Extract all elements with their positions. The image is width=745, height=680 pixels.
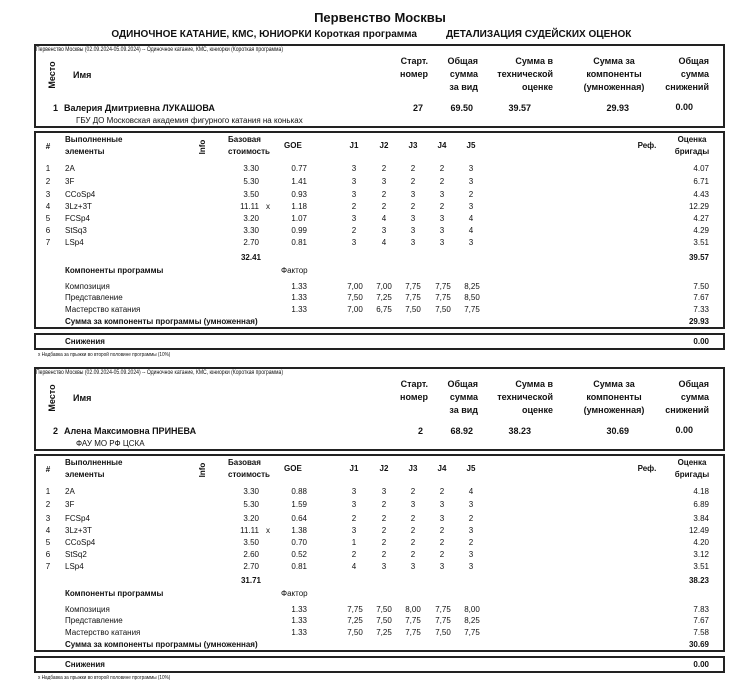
element-code: 2A — [65, 487, 75, 496]
judge-score-1: 3 — [351, 487, 357, 496]
base-value: 11.11 — [240, 202, 259, 211]
element-number: 4 — [45, 202, 51, 211]
element-number: 3 — [45, 514, 51, 523]
club-name: ГБУ ДО Московская академия фигурного катания на коньках — [76, 116, 303, 125]
judge-score-4: 2 — [439, 202, 445, 211]
component-factor: 1.33 — [291, 616, 307, 625]
deductions-total-header: сумма — [680, 392, 709, 402]
base-value: 3.30 — [243, 226, 259, 235]
judge-score-5: 3 — [468, 164, 474, 173]
judge-score-2: 4 — [381, 238, 387, 247]
program-components-title: Компоненты программы — [65, 589, 164, 598]
total-score-header: сумма — [449, 69, 478, 79]
element-number: 2 — [45, 177, 51, 186]
pcs-header: компоненты — [586, 69, 642, 79]
start-number-header: Старт. — [400, 56, 428, 66]
element-number: 1 — [45, 487, 51, 496]
event-line: Первенство Москвы (02.09.2024-05.09.2024) -- Одиночное катание, КМС, юниорки (Короткая программа) — [36, 46, 284, 53]
goe-value: 1.41 — [291, 177, 307, 186]
component-judge-score-3: 8,00 — [405, 605, 421, 614]
goe-value: 0.64 — [291, 514, 307, 523]
panel-score: 4.07 — [693, 164, 709, 173]
judge-score-1: 2 — [351, 202, 357, 211]
pcs-sum-value: 30.69 — [688, 640, 709, 649]
component-panel-score: 7.83 — [693, 605, 709, 614]
element-code: LSp4 — [65, 562, 84, 571]
component-judge-score-2: 7,00 — [376, 282, 392, 291]
panel-score: 3.12 — [693, 550, 709, 559]
executed-elements-header: Выполненные — [65, 135, 123, 144]
start-number: 2 — [417, 426, 423, 436]
total-deductions: 0.00 — [675, 102, 693, 112]
element-number: 2 — [45, 500, 51, 509]
total-score-header: за вид — [449, 82, 478, 92]
element-number-header: # — [45, 142, 51, 151]
element-number: 7 — [45, 238, 51, 247]
judge-score-4: 2 — [439, 526, 445, 535]
element-code: 2A — [65, 164, 75, 173]
panel-score: 6.89 — [693, 500, 709, 509]
judge-score-4: 3 — [439, 226, 445, 235]
skater-name: Валерия Дмитриевна ЛУКАШОВА — [64, 103, 215, 113]
panel-score: 3.51 — [693, 562, 709, 571]
component-name: Композиция — [65, 605, 110, 614]
tes-header: технической — [497, 392, 553, 402]
total-score-header: за вид — [449, 405, 478, 415]
judge-score-2: 2 — [381, 500, 387, 509]
panel-score: 3.51 — [693, 238, 709, 247]
component-judge-score-4: 7,50 — [435, 628, 451, 637]
component-judge-score-1: 7,00 — [347, 305, 363, 314]
deductions-total-header: сумма — [680, 69, 709, 79]
base-value: 3.50 — [243, 190, 259, 199]
panel-score: 12.29 — [688, 202, 709, 211]
component-judge-score-5: 8,00 — [464, 605, 480, 614]
element-number: 6 — [45, 550, 51, 559]
executed-elements-header: элементы — [65, 147, 105, 156]
component-judge-score-5: 7,75 — [464, 305, 480, 314]
element-number: 7 — [45, 562, 51, 571]
panel-score: 4.43 — [693, 190, 709, 199]
base-value: 2.70 — [243, 562, 259, 571]
judge-score-3: 3 — [410, 214, 416, 223]
judge-score-2: 2 — [381, 514, 387, 523]
goe-value: 1.59 — [291, 500, 307, 509]
judge-score-3: 2 — [410, 538, 416, 547]
component-judge-score-5: 8,25 — [464, 616, 480, 625]
pcs-header: Сумма за — [593, 379, 635, 389]
component-panel-score: 7.67 — [693, 616, 709, 625]
club-name: ФАУ МО РФ ЦСКА — [76, 439, 145, 448]
base-value: 3.20 — [243, 514, 259, 523]
element-code: 3Lz+3T — [65, 526, 92, 535]
start-number-header: Старт. — [400, 379, 428, 389]
judge-score-4: 3 — [439, 190, 445, 199]
total-component-score: 29.93 — [606, 103, 629, 113]
judge-score-1: 3 — [351, 177, 357, 186]
component-name: Мастерство катания — [65, 305, 141, 314]
component-judge-score-3: 7,75 — [405, 282, 421, 291]
element-code: 3F — [65, 500, 75, 509]
referee-header: Реф. — [637, 141, 657, 150]
judge-score-2: 3 — [381, 177, 387, 186]
base-value-total: 31.71 — [240, 576, 261, 585]
component-judge-score-3: 7,75 — [405, 293, 421, 302]
tes-header: технической — [497, 69, 553, 79]
judge-score-1: 3 — [351, 238, 357, 247]
judge-score-5: 4 — [468, 214, 474, 223]
judge-score-5: 3 — [468, 550, 474, 559]
factor-header: Фактор — [281, 589, 308, 598]
judge-score-5: 3 — [468, 202, 474, 211]
judge-score-4: 2 — [439, 164, 445, 173]
panel-score: 4.20 — [693, 538, 709, 547]
elements-box — [34, 454, 725, 652]
judge-header-5: J5 — [466, 464, 476, 473]
component-judge-score-1: 7,25 — [347, 616, 363, 625]
component-judge-score-1: 7,50 — [347, 628, 363, 637]
judge-score-4: 3 — [439, 500, 445, 509]
judge-score-3: 3 — [410, 562, 416, 571]
name-header: Имя — [73, 70, 92, 80]
pcs-sum-value: 29.93 — [688, 317, 709, 326]
total-segment-score: 68.92 — [450, 426, 473, 436]
element-code: StSq3 — [65, 226, 87, 235]
panel-score-header: бригады — [674, 147, 710, 156]
base-value-total: 32.41 — [240, 253, 261, 262]
component-panel-score: 7.33 — [693, 305, 709, 314]
goe-header: GOE — [284, 464, 302, 473]
base-value-header: Базовая — [228, 458, 261, 467]
panel-score-total: 39.57 — [688, 253, 709, 262]
judge-score-3: 2 — [410, 487, 416, 496]
judge-score-2: 4 — [381, 214, 387, 223]
base-value: 2.60 — [243, 550, 259, 559]
judge-score-3: 2 — [410, 514, 416, 523]
judge-score-2: 3 — [381, 487, 387, 496]
element-code: 3F — [65, 177, 75, 186]
total-segment-score: 69.50 — [450, 103, 473, 113]
judge-score-2: 2 — [381, 202, 387, 211]
program-components-title: Компоненты программы — [65, 266, 164, 275]
elements-box — [34, 131, 725, 329]
judge-score-4: 2 — [439, 487, 445, 496]
component-judge-score-1: 7,00 — [347, 282, 363, 291]
info-header: Info — [198, 462, 207, 478]
total-score-header: сумма — [449, 392, 478, 402]
total-element-score: 39.57 — [508, 103, 531, 113]
tes-header: оценке — [522, 405, 553, 415]
component-judge-score-1: 7,50 — [347, 293, 363, 302]
skater-summary-box — [34, 44, 725, 128]
element-number: 6 — [45, 226, 51, 235]
element-code: LSp4 — [65, 238, 84, 247]
judge-score-5: 3 — [468, 526, 474, 535]
base-value: 11.11 — [240, 526, 259, 535]
judge-score-2: 2 — [381, 526, 387, 535]
skater-summary-box — [34, 367, 725, 451]
component-panel-score: 7.58 — [693, 628, 709, 637]
judge-score-5: 2 — [468, 514, 474, 523]
judge-score-1: 2 — [351, 550, 357, 559]
judge-score-3: 3 — [410, 500, 416, 509]
component-judge-score-3: 7,75 — [405, 628, 421, 637]
judge-header-4: J4 — [437, 464, 447, 473]
executed-elements-header: элементы — [65, 470, 105, 479]
base-value: 3.30 — [243, 164, 259, 173]
start-number-header: номер — [400, 69, 428, 79]
component-name: Мастерство катания — [65, 628, 141, 637]
goe-value: 0.99 — [291, 226, 307, 235]
judge-score-5: 2 — [468, 190, 474, 199]
judge-score-1: 2 — [351, 514, 357, 523]
deductions-value: 0.00 — [693, 660, 709, 669]
skater-block — [0, 323, 745, 680]
component-judge-score-2: 6,75 — [376, 305, 392, 314]
rank: 2 — [52, 426, 58, 436]
component-name: Представление — [65, 616, 123, 625]
info-header: Info — [198, 139, 207, 155]
judge-score-4: 3 — [439, 562, 445, 571]
total-score-header: Общая — [447, 56, 478, 66]
judge-score-4: 2 — [439, 550, 445, 559]
deductions-label: Снижения — [65, 337, 105, 346]
panel-score: 4.29 — [693, 226, 709, 235]
element-number: 1 — [45, 164, 51, 173]
component-name: Композиция — [65, 282, 110, 291]
judge-score-2: 2 — [381, 164, 387, 173]
total-score-header: Общая — [447, 379, 478, 389]
skater-name: Алена Максимовна ПРИНЕВА — [64, 426, 197, 436]
judge-header-1: J1 — [349, 464, 359, 473]
judge-score-3: 2 — [410, 202, 416, 211]
info-marker: x — [266, 202, 270, 211]
judge-header-3: J3 — [408, 141, 418, 150]
total-component-score: 30.69 — [606, 426, 629, 436]
component-factor: 1.33 — [291, 605, 307, 614]
judge-score-4: 2 — [439, 538, 445, 547]
judge-score-3: 2 — [410, 177, 416, 186]
place-header: Место — [47, 61, 57, 89]
component-factor: 1.33 — [291, 305, 307, 314]
judge-score-4: 3 — [439, 238, 445, 247]
judge-header-3: J3 — [408, 464, 418, 473]
element-number: 5 — [45, 538, 51, 547]
judge-score-3: 2 — [410, 164, 416, 173]
judge-score-2: 2 — [381, 190, 387, 199]
component-judge-score-2: 7,25 — [376, 293, 392, 302]
judge-header-4: J4 — [437, 141, 447, 150]
tes-header: Сумма в — [515, 379, 553, 389]
deductions-total-header: Общая — [678, 56, 709, 66]
total-element-score: 38.23 — [508, 426, 531, 436]
goe-value: 1.07 — [291, 214, 307, 223]
component-judge-score-4: 7,75 — [435, 293, 451, 302]
page-subtitle-category: ОДИНОЧНОЕ КАТАНИЕ, КМС, ЮНИОРКИ Короткая программа — [111, 29, 417, 40]
judge-score-1: 3 — [351, 214, 357, 223]
element-code: FCSp4 — [65, 214, 90, 223]
component-judge-score-2: 7,25 — [376, 628, 392, 637]
bonus-footnote: x Надбавка за прыжки во второй половине программы (10%) — [38, 675, 171, 680]
judge-score-5: 3 — [468, 500, 474, 509]
executed-elements-header: Выполненные — [65, 458, 123, 467]
judge-score-3: 3 — [410, 238, 416, 247]
info-marker: x — [266, 526, 270, 535]
component-judge-score-4: 7,75 — [435, 282, 451, 291]
component-judge-score-3: 7,50 — [405, 305, 421, 314]
element-number: 5 — [45, 214, 51, 223]
factor-header: Фактор — [281, 266, 308, 275]
judge-score-5: 4 — [468, 487, 474, 496]
judge-header-5: J5 — [466, 141, 476, 150]
judge-score-2: 2 — [381, 538, 387, 547]
rank: 1 — [52, 103, 58, 113]
judge-score-5: 2 — [468, 538, 474, 547]
component-factor: 1.33 — [291, 293, 307, 302]
judge-score-5: 3 — [468, 177, 474, 186]
judge-score-1: 3 — [351, 526, 357, 535]
judge-score-2: 3 — [381, 226, 387, 235]
judge-score-5: 4 — [468, 226, 474, 235]
tes-header: оценке — [522, 82, 553, 92]
component-judge-score-4: 7,75 — [435, 616, 451, 625]
component-judge-score-3: 7,75 — [405, 616, 421, 625]
component-judge-score-4: 7,50 — [435, 305, 451, 314]
place-header: Место — [47, 384, 57, 412]
component-name: Представление — [65, 293, 123, 302]
judge-score-2: 3 — [381, 562, 387, 571]
panel-score-header: Оценка — [677, 135, 707, 144]
judge-score-1: 3 — [351, 164, 357, 173]
element-number: 3 — [45, 190, 51, 199]
panel-score-header: бригады — [674, 470, 710, 479]
judge-score-4: 3 — [439, 514, 445, 523]
element-number: 4 — [45, 526, 51, 535]
base-value: 5.30 — [243, 177, 259, 186]
goe-value: 1.38 — [291, 526, 307, 535]
panel-score: 3.84 — [693, 514, 709, 523]
panel-score: 4.18 — [693, 487, 709, 496]
component-panel-score: 7.50 — [693, 282, 709, 291]
pcs-header: (умноженная) — [583, 405, 645, 415]
goe-value: 0.70 — [291, 538, 307, 547]
goe-value: 1.18 — [291, 202, 307, 211]
judge-header-2: J2 — [379, 141, 389, 150]
judge-score-2: 2 — [381, 550, 387, 559]
judge-score-4: 3 — [439, 214, 445, 223]
base-value: 3.50 — [243, 538, 259, 547]
deductions-total-header: снижений — [665, 82, 709, 92]
base-value: 5.30 — [243, 500, 259, 509]
component-factor: 1.33 — [291, 282, 307, 291]
page-subtitle-report-type: ДЕТАЛИЗАЦИЯ СУДЕЙСКИХ ОЦЕНОК — [446, 29, 632, 40]
goe-value: 0.88 — [291, 487, 307, 496]
panel-score-header: Оценка — [677, 458, 707, 467]
component-factor: 1.33 — [291, 628, 307, 637]
base-value: 3.20 — [243, 214, 259, 223]
start-number-header: номер — [400, 392, 428, 402]
judge-score-1: 2 — [351, 226, 357, 235]
page-title: Первенство Москвы — [314, 10, 446, 25]
judge-header-1: J1 — [349, 141, 359, 150]
base-value-header: Базовая — [228, 135, 261, 144]
judge-score-3: 2 — [410, 526, 416, 535]
event-line: Первенство Москвы (02.09.2024-05.09.2024) -- Одиночное катание, КМС, юниорки (Короткая программа) — [36, 369, 284, 376]
panel-score-total: 38.23 — [688, 576, 709, 585]
bonus-footnote: x Надбавка за прыжки во второй половине программы (10%) — [38, 352, 171, 358]
goe-value: 0.81 — [291, 238, 307, 247]
component-panel-score: 7.67 — [693, 293, 709, 302]
goe-header: GOE — [284, 141, 302, 150]
goe-value: 0.52 — [291, 550, 307, 559]
deductions-value: 0.00 — [693, 337, 709, 346]
element-code: CCoSp4 — [65, 538, 96, 547]
name-header: Имя — [73, 393, 92, 403]
deductions-label: Снижения — [65, 660, 105, 669]
component-judge-score-2: 7,50 — [376, 605, 392, 614]
deductions-total-header: Общая — [678, 379, 709, 389]
panel-score: 4.27 — [693, 214, 709, 223]
component-judge-score-4: 7,75 — [435, 605, 451, 614]
base-value: 2.70 — [243, 238, 259, 247]
goe-value: 0.93 — [291, 190, 307, 199]
deductions-box — [34, 656, 725, 673]
element-code: FCSp4 — [65, 514, 90, 523]
panel-score: 6.71 — [693, 177, 709, 186]
judge-score-1: 3 — [351, 500, 357, 509]
tes-header: Сумма в — [515, 56, 553, 66]
component-judge-score-2: 7,50 — [376, 616, 392, 625]
component-judge-score-5: 8,25 — [464, 282, 480, 291]
judge-header-2: J2 — [379, 464, 389, 473]
element-code: 3Lz+3T — [65, 202, 92, 211]
element-code: StSq2 — [65, 550, 87, 559]
pcs-header: Сумма за — [593, 56, 635, 66]
component-judge-score-1: 7,75 — [347, 605, 363, 614]
goe-value: 0.77 — [291, 164, 307, 173]
judge-score-3: 3 — [410, 190, 416, 199]
component-judge-score-5: 8,50 — [464, 293, 480, 302]
base-value-header: стоимость — [228, 470, 270, 479]
pcs-sum-label: Сумма за компоненты программы (умноженная) — [65, 317, 258, 326]
element-code: CCoSp4 — [65, 190, 96, 199]
judge-score-1: 1 — [351, 538, 357, 547]
referee-header: Реф. — [637, 464, 657, 473]
pcs-header: компоненты — [586, 392, 642, 402]
panel-score: 12.49 — [688, 526, 709, 535]
judge-score-3: 2 — [410, 550, 416, 559]
element-number-header: # — [45, 465, 51, 474]
goe-value: 0.81 — [291, 562, 307, 571]
judge-score-4: 2 — [439, 177, 445, 186]
judge-score-5: 3 — [468, 238, 474, 247]
deductions-total-header: снижений — [665, 405, 709, 415]
pcs-header: (умноженная) — [583, 82, 645, 92]
base-value-header: стоимость — [228, 147, 270, 156]
component-judge-score-5: 7,75 — [464, 628, 480, 637]
judge-score-3: 3 — [410, 226, 416, 235]
judge-score-1: 3 — [351, 190, 357, 199]
total-deductions: 0.00 — [675, 425, 693, 435]
judge-score-1: 4 — [351, 562, 357, 571]
base-value: 3.30 — [243, 487, 259, 496]
start-number: 27 — [412, 103, 423, 113]
pcs-sum-label: Сумма за компоненты программы (умноженная) — [65, 640, 258, 649]
judge-score-5: 3 — [468, 562, 474, 571]
